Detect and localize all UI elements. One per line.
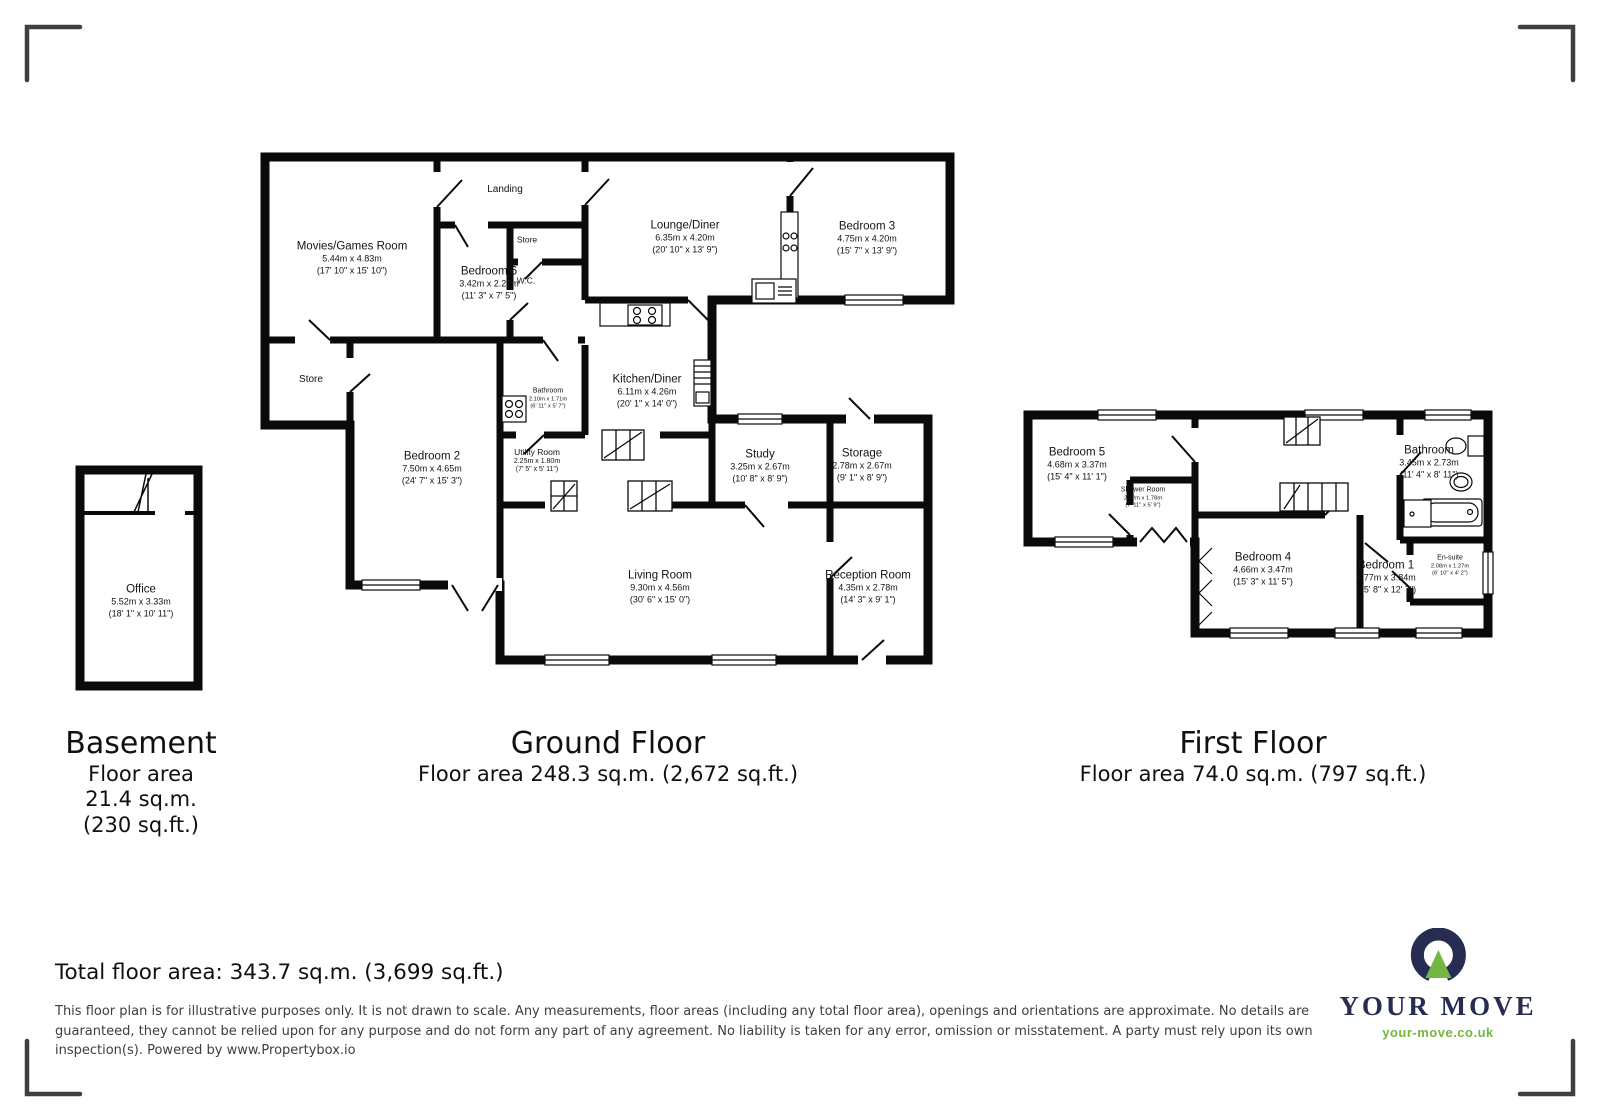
room-label-storage: Storage 2.78m x 2.67m (9' 1" x 8' 9") [832, 447, 892, 483]
total-floor-area: Total floor area: 343.7 sq.m. (3,699 sq.ft.) [55, 960, 504, 985]
basement-caption [65, 727, 217, 838]
basement-plan [80, 470, 198, 686]
ground-floor-caption [418, 727, 798, 787]
ground-floor-area-line: Floor area 248.3 sq.m. (2,672 sq.ft.) [417, 761, 799, 786]
room-label-kitchen-diner: Kitchen/Diner 6.11m x 4.26m (20' 1" x 14' 0") [612, 373, 682, 409]
room-label-bedroom-2: Bedroom 2 7.50m x 4.65m (24' 7" x 15' 3") [401, 450, 463, 486]
yourmove-logo [1339, 928, 1536, 1040]
room-label-en-suite: En-suite 2.08m x 1.27m (6' 10" x 4' 2") [1430, 554, 1470, 577]
room-label-bedroom-3: Bedroom 3 4.75m x 4.20m (15' 7" x 13' 9") [836, 220, 898, 256]
basement-area-line: Floor area [88, 761, 194, 786]
logo-triangle [1425, 950, 1451, 978]
room-label-bedroom-4: Bedroom 4 4.66m x 3.47m (15' 3" x 11' 5") [1233, 551, 1293, 587]
corner-mark-bottom-right [1520, 1041, 1573, 1094]
ground-floor-title: Ground Floor [510, 726, 706, 761]
basement-title: Basement [65, 726, 217, 761]
first-floor-title: First Floor [1179, 726, 1327, 761]
room-label-bathroom-first: Bathroom 3.45m x 2.73m (11' 4" x 8' 11") [1399, 444, 1459, 480]
disclaimer-text: This floor plan is for illustrative purposes only. It is not drawn to scale. Any measurements, floor areas (including any total floor area), openings and orientations are approximate. No details are guaranteed, they cannot be relied upon for any purpose and do not form any part of any agreement. No liability is taken for any error, omission or misstatement. A party must rely upon its own inspection(s). Powered by www.Propertybox.io [55, 1004, 1313, 1058]
corner-mark-top-right [1520, 27, 1573, 80]
basement-area-line: (230 sq.ft.) [82, 812, 200, 837]
basement-area-line: 21.4 sq.m. [85, 787, 197, 812]
room-label-store-left: Store [299, 373, 323, 385]
room-label-reception-room: Reception Room 4.35m x 2.78m (14' 3" x 9' 1") [825, 569, 911, 605]
room-label-bedroom-5: Bedroom 5 4.68m x 3.37m (15' 4" x 11' 1") [1047, 446, 1107, 482]
room-label-study: Study 3.25m x 2.67m (10' 8" x 8' 9") [730, 448, 790, 484]
room-label-bedroom-6: Bedroom 6 3.42m x 2.27m (11' 3" x 7' 5") [459, 265, 519, 301]
room-label-movies-games-room: Movies/Games Room 5.44m x 4.83m (17' 10" x 15' 10") [296, 240, 408, 276]
room-label-bathroom-ground: Bathroom 2.10m x 1.71m (6' 11" x 5' 7") [528, 387, 568, 410]
room-label-shower-room: Shower Room 2.42m x 1.78m (7' 11" x 5' 9") [1120, 486, 1166, 509]
logo-brand-text: YOUR MOVE [1339, 991, 1537, 1021]
yourmove-logo-icon [1409, 928, 1467, 986]
room-label-lounge-diner: Lounge/Diner 6.35m x 4.20m (20' 10" x 13' 9") [650, 219, 720, 255]
room-label-landing: Landing [487, 183, 523, 195]
room-label-wc: W.C. [516, 275, 536, 286]
oven-icon [752, 279, 796, 303]
hob-icon [600, 303, 670, 326]
corner-mark-top-left [27, 27, 80, 80]
first-floor-area-line: Floor area 74.0 sq.m. (797 sq.ft.) [1079, 761, 1427, 786]
room-label-store-top: Store [516, 234, 538, 245]
logo-website-text: your-move.co.uk [1382, 1025, 1494, 1040]
room-label-bedroom-1: Bedroom 1 4.77m x 3.84m (15' 8" x 12' 7") [1355, 559, 1417, 595]
first-floor-caption [1080, 727, 1427, 787]
room-label-utility-room: Utility Room 2.25m x 1.80m (7' 5" x 5' 11") [513, 446, 561, 474]
fridge-icon [694, 360, 711, 406]
room-label-office: Office 5.52m x 3.33m (18' 1" x 10' 11") [108, 583, 174, 619]
room-label-living-room: Living Room 9.30m x 4.56m (30' 6" x 15' 0") [628, 569, 692, 605]
shower-tray-icon [1404, 500, 1431, 527]
hob-icon [502, 396, 526, 422]
